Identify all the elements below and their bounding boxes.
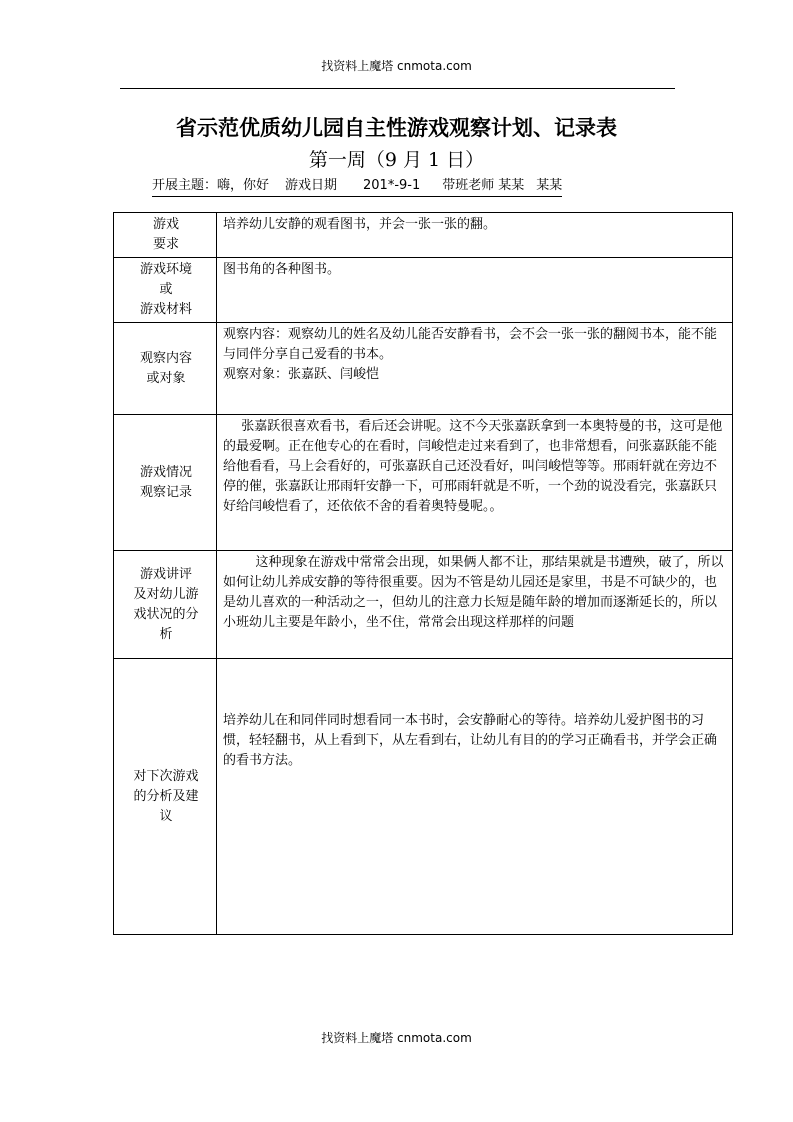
row-label-line: 戏状况的分 xyxy=(133,606,199,622)
row-label-line: 游戏 xyxy=(152,217,179,232)
row-label-line: 的分析及建 xyxy=(133,788,199,804)
page-header: 找资料上魔塔 cnmota.com xyxy=(321,59,472,73)
row-content: 这种现象在游戏中常常会出现，如果俩人都不让，那结果就是书遭殃，破了，所以如何让幼儿养成安静的等待很重要。因为不管是幼儿园还是家里，书是不可缺少的，也是幼儿喜欢的一种活动之一，但幼儿的注意力长短是随年龄的增加而逐渐延长的，所以小班幼儿主要是年龄小，坐不住，常常会出现这样那样的问题 xyxy=(217,551,733,659)
theme-text: 开展主题：嗨，你好 xyxy=(152,178,270,193)
teacher-name-2: 某某 xyxy=(536,178,563,193)
row-label-line: 要求 xyxy=(152,237,179,252)
row-label-line: 析 xyxy=(159,626,173,642)
table-row xyxy=(114,323,733,415)
page-footer: 找资料上魔塔 cnmota.com xyxy=(321,1031,472,1045)
row-label-line: 及对幼儿游 xyxy=(133,586,199,602)
row-label-line: 游戏环境 xyxy=(139,262,192,277)
teacher-label: 带班老师 xyxy=(442,178,495,193)
row-label-line: 或 xyxy=(159,282,173,297)
row-content xyxy=(217,323,733,415)
row-label-line: 对下次游戏 xyxy=(133,768,199,784)
teacher-name-1: 某某 xyxy=(498,178,525,193)
document-title: 省示范优质幼儿园自主性游戏观察计划、记录表 xyxy=(176,115,617,140)
row-content: 张嘉跃很喜欢看书，看后还会讲呢。这不今天张嘉跃拿到一本奥特曼的书，这可是他的最爱啊。正在他专心的在看时，闫峻恺走过来看到了，也非常想看，问张嘉跃能不能给他看看，马上会看好的，可张嘉跃自己还没看好，叫闫峻恺等等。邢雨轩就在旁边不停的催，张嘉跃让邢雨轩安静一下，可邢雨轩就是不听，一个劲的说没看完，张嘉跃只好给闫峻恺看了，还依依不舍的看着奥特曼呢。。 xyxy=(217,415,733,551)
row-label-line: 游戏材料 xyxy=(139,302,192,317)
row-label xyxy=(114,415,217,551)
row-label-line: 游戏讲评 xyxy=(139,566,192,582)
row-label-line: 游戏情况 xyxy=(139,464,192,480)
game-date-text: 游戏日期 201*-9-1 xyxy=(285,178,421,193)
row-label-line: 或对象 xyxy=(146,370,186,386)
header-divider xyxy=(120,88,675,89)
row-label xyxy=(114,551,217,659)
row-content: 图书角的各种图书。 xyxy=(217,258,733,323)
row-label-line: 观察内容 xyxy=(139,350,192,366)
row-content: 培养幼儿安静的观看图书，并会一张一张的翻。 xyxy=(217,213,733,258)
row-label-line: 观察记录 xyxy=(139,484,192,500)
row-label xyxy=(114,258,217,323)
suggestion-text: 培养幼儿在和同伴同时想看同一本书时，会安静耐心的等待。培养幼儿爱护图书的习惯，轻轻翻书，从上看到下，从左看到右，让幼儿有目的的学习正确看书，并学会正确的看书方法。 xyxy=(223,713,718,768)
row-label xyxy=(114,323,217,415)
table-row xyxy=(114,659,733,935)
table-row xyxy=(114,551,733,659)
row-label xyxy=(114,213,217,258)
table-row xyxy=(114,258,733,323)
observation-target: 观察对象：张嘉跃、闫峻恺 xyxy=(223,367,380,382)
row-content xyxy=(217,659,733,935)
table-row xyxy=(114,213,733,258)
row-label-line: 议 xyxy=(159,808,173,824)
record-table xyxy=(113,212,733,935)
table-row xyxy=(114,415,733,551)
row-label xyxy=(114,659,217,935)
document-subtitle: 第一周（9 月 1 日） xyxy=(308,149,485,171)
info-line xyxy=(152,177,562,197)
observation-content: 观察内容：观察幼儿的姓名及幼儿能否安静看书，会不会一张一张的翻阅书本，能不能与同伴分享自己爱看的书本。 xyxy=(223,327,718,362)
